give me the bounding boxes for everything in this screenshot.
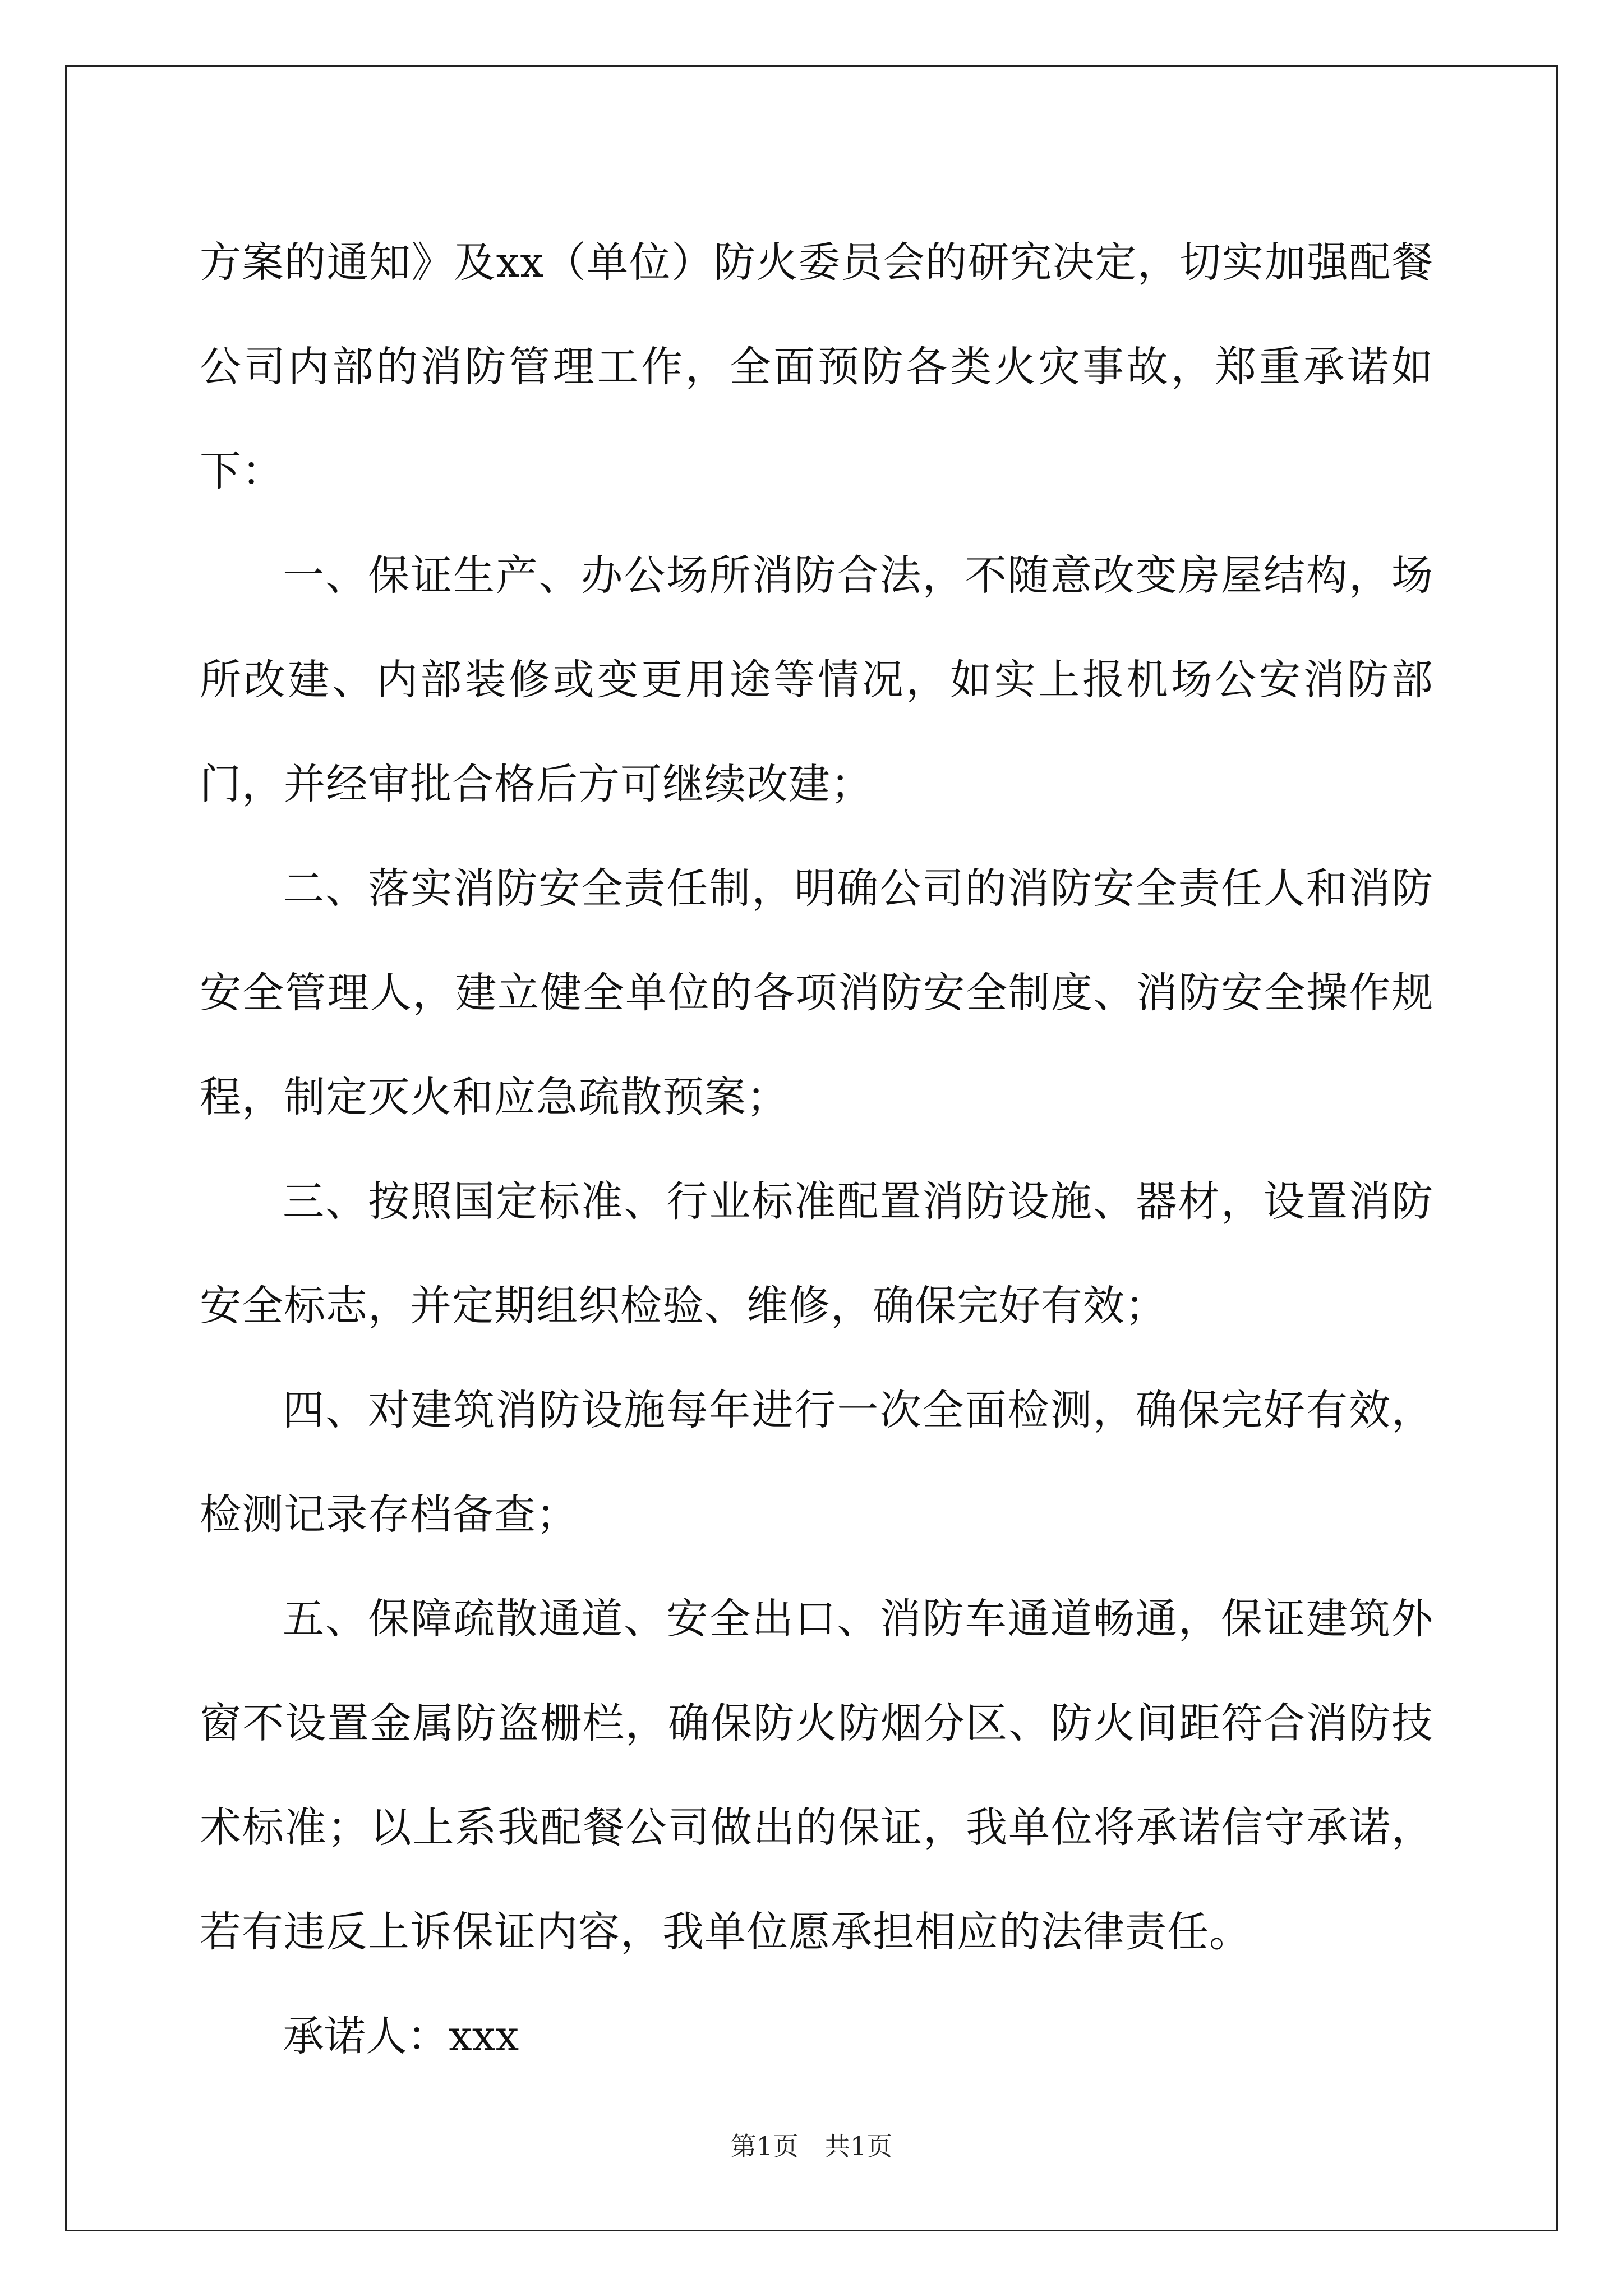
- paragraph-intro: 方案的通知》及xx（单位）防火委员会的研究决定，切实加强配餐公司内部的消防管理工作，全面预防各类火灾事故，郑重承诺如下：: [200, 238, 1433, 495]
- signature-line: 承诺人：xxx: [283, 2012, 519, 2060]
- paragraph-item-3: 三、按照国定标准、行业标准配置消防设施、器材，设置消防安全标志，并定期组织检验、维修，确保完好有效；: [200, 1177, 1433, 1330]
- document-body: [200, 210, 1433, 2088]
- paragraph-item-2: 二、落实消防安全责任制，明确公司的消防安全责任人和消防安全管理人，建立健全单位的各项消防安全制度、消防安全操作规程，制定灭火和应急疏散预案；: [200, 864, 1433, 1121]
- page-footer: 第1页 共1页: [730, 2131, 893, 2161]
- paragraph-item-4: 四、对建筑消防设施每年进行一次全面检测，确保完好有效，检测记录存档备查；: [200, 1386, 1433, 1539]
- paragraph-item-1: 一、保证生产、办公场所消防合法，不随意改变房屋结构，场所改建、内部装修或变更用途等情况，如实上报机场公安消防部门，并经审批合格后方可继续改建；: [200, 551, 1433, 808]
- paragraph-item-5: 五、保障疏散通道、安全出口、消防车通道畅通，保证建筑外窗不设置金属防盗栅栏，确保防火防烟分区、防火间距符合消防技术标准；以上系我配餐公司做出的保证，我单位将承诺信守承诺，若有违反上诉保证内容，我单位愿承担相应的法律责任。: [200, 1595, 1433, 1956]
